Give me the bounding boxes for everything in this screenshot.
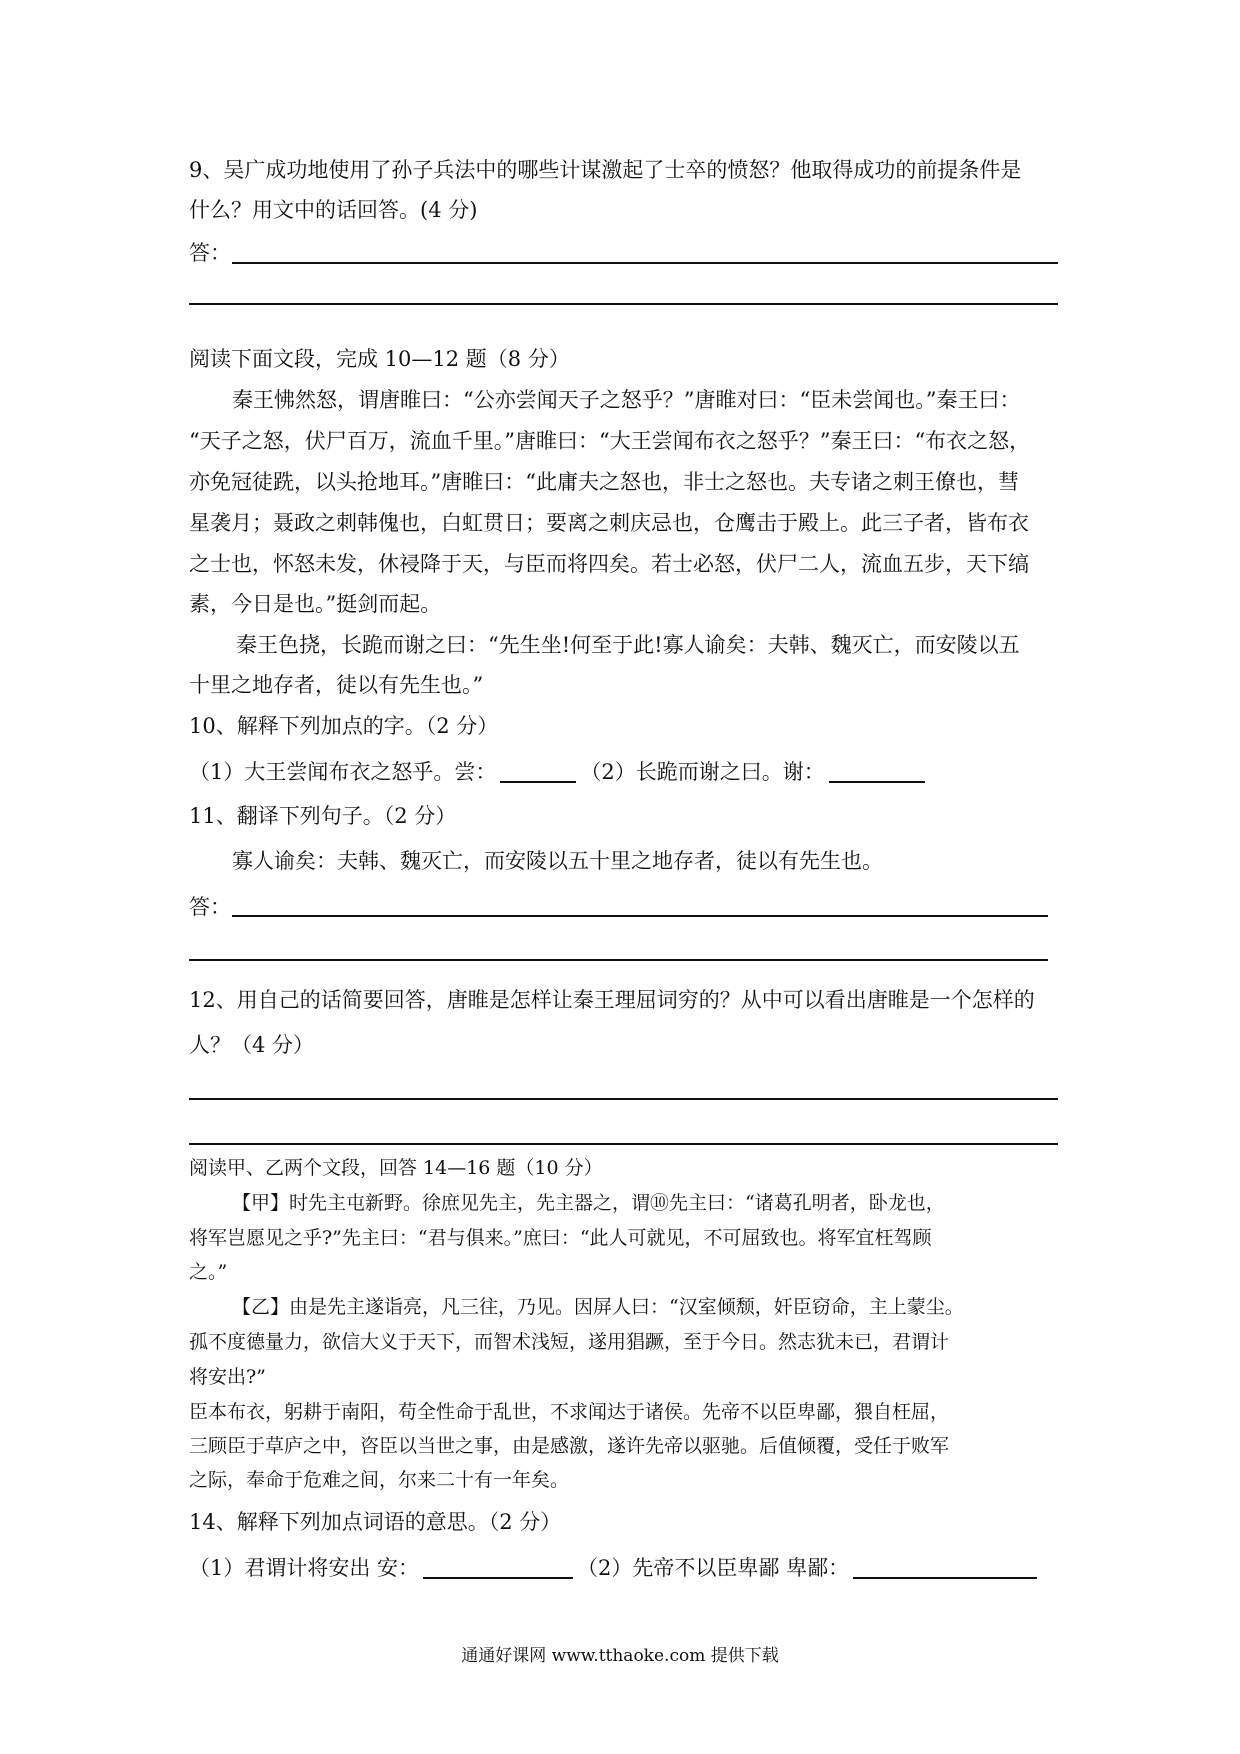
passage1-intro: 阅读下面文段，完成 10—12 题（8 分） (189, 347, 570, 371)
q14-blank-2[interactable] (853, 1557, 1037, 1579)
passage1-line: “天子之怒，伏尸百万，流血千里。”唐睢曰：“大王尝闻布衣之怒乎？”秦王曰：“布衣之怒， (189, 429, 1031, 453)
passage1-line: 十里之地存者，徒以有先生也。” (189, 673, 484, 697)
q14-item-1: （1）君谓计将安出 安： (189, 1556, 420, 1580)
q9-line-1: 9、吴广成功地使用了孙子兵法中的哪些计谋激起了士卒的愤怒？他取得成功的前提条件是 (189, 158, 1022, 182)
q9-answer-label: 答： (189, 241, 231, 265)
q11-sentence: 寡人谕矣：夫韩、魏灭亡，而安陵以五十里之地存者，徒以有先生也。 (232, 849, 883, 873)
passage1-line: 星袭月；聂政之刺韩傀也，白虹贯日；要离之刺庆忌也，仓鹰击于殿上。此三子者，皆布衣 (189, 511, 1029, 535)
passage2-line: 之。” (189, 1261, 228, 1283)
passage2-line: 【甲】时先主屯新野。徐庶见先主，先主器之，谓⑩先主曰：“诸葛孔明者，卧龙也， (232, 1192, 945, 1214)
q14-items (189, 1557, 1041, 1579)
q9-line-2: 什么？用文中的话回答。(4 分) (189, 198, 478, 222)
q14-blank-1[interactable] (423, 1557, 573, 1579)
q9-answer-line-2[interactable] (189, 303, 1058, 305)
passage2-line: 之际，奉命于危难之间，尔来二十有一年矣。 (189, 1469, 570, 1491)
passage1-line: 秦王色挠，长跪而谢之曰：“先生坐!何至于此!寡人谕矣：夫韩、魏灭亡，而安陵以五 (236, 633, 1020, 657)
passage2-line: 三顾臣于草庐之中，咨臣以当世之事，由是感激，遂许先帝以驱驰。后值倾覆，受任于败军 (189, 1435, 950, 1457)
passage1-line: 秦王怫然怒，谓唐睢曰：“公亦尝闻天子之怒乎？”唐睢对曰：“臣未尝闻也。”秦王曰： (232, 388, 1021, 412)
q10-blank-2[interactable] (829, 761, 925, 783)
q10-blank-1[interactable] (500, 761, 576, 783)
passage1-line: 素，今日是也。”挺剑而起。 (189, 592, 442, 616)
q11-answer-line-2[interactable] (189, 959, 1048, 961)
q12-answer-line-1[interactable] (189, 1098, 1058, 1100)
passage2-line: 【乙】由是先主遂诣亮，凡三往，乃见。因屏人曰：“汉室倾颓，奸臣窃命，主上蒙尘。 (232, 1296, 964, 1318)
q10-item-1: （1）大王尝闻布衣之怒乎。尝： (189, 760, 497, 784)
q12-line-1: 12、用自己的话简要回答，唐睢是怎样让秦王理屈词穷的？从中可以看出唐睢是一个怎样的 (189, 988, 1035, 1012)
passage1-line: 亦免冠徒跣，以头抢地耳。”唐睢曰：“此庸夫之怒也，非士之怒也。夫专诸之刺王僚也，彗 (189, 470, 1019, 494)
q10-title: 10、解释下列加点的字。（2 分） (189, 714, 499, 738)
passage2-line: 将军岂愿见之乎?”先主曰：“君与俱来。”庶曰：“此人可就见，不可屈致也。将军宜枉驾顾 (189, 1227, 932, 1249)
page-footer: 通通好课网 www.tthaoke.com 提供下载 (461, 1646, 779, 1666)
q14-item-2: （2）先帝不以臣卑鄙 卑鄙： (577, 1556, 850, 1580)
q11-answer-label: 答： (189, 895, 231, 919)
q12-line-2: 人？（4 分） (189, 1033, 315, 1057)
q11-answer-line-1[interactable] (232, 915, 1048, 917)
q9-answer-line-1[interactable] (232, 262, 1058, 264)
q10-items (189, 761, 929, 783)
passage2-line: 臣本布衣，躬耕于南阳，苟全性命于乱世，不求闻达于诸侯。先帝不以臣卑鄙，猥自枉屈， (189, 1401, 950, 1423)
passage1-line: 之士也，怀怒未发，休祲降于天，与臣而将四矣。若士必怒，伏尸二人，流血五步，天下缟 (189, 552, 1029, 576)
q12-answer-line-2[interactable] (189, 1143, 1058, 1145)
passage2-line: 孤不度德量力，欲信大义于天下，而智术浅短，遂用猖蹶，至于今日。然志犹未已，君谓计 (189, 1331, 950, 1353)
passage2-line: 将安出?” (189, 1366, 266, 1388)
q10-item-2: （2）长跪而谢之曰。谢： (580, 760, 825, 784)
passage2-intro: 阅读甲、乙两个文段，回答 14—16 题（10 分） (189, 1157, 603, 1179)
q11-title: 11、翻译下列句子。（2 分） (189, 804, 457, 828)
q14-title: 14、解释下列加点词语的意思。（2 分） (189, 1510, 562, 1534)
